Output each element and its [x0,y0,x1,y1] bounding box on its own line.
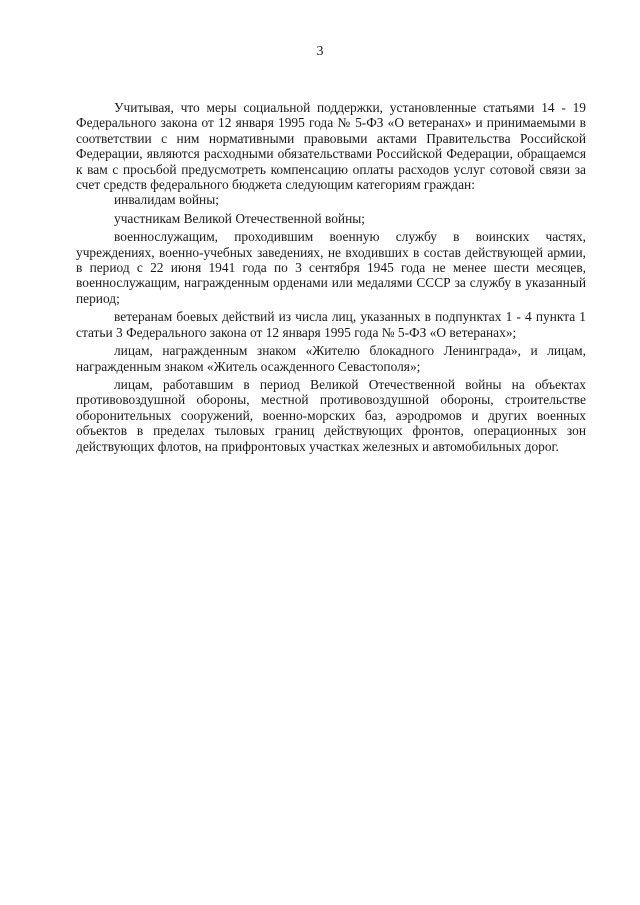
list-item-siege-residents: лицам, награжденным знаком «Жителю блокадного Ленинграда», и лицам, награжденным знаком «Житель осажденного Севастополя»; [76,343,586,374]
list-item-war-invalids: инвалидам войны; [114,192,219,208]
list-item-defense-workers: лицам, работавшим в период Великой Отечественной войны на объектах противовоздушной обороны, местной противовоздушной обороны, строительстве оборонительных сооружений, военно-морских баз, аэродромов и других военных объектов в пределах тыловых границ действующих фронтов, операционных зон действующих флотов, на прифронтовых участках железных и автомобильных дорог. [76,376,586,454]
list-item-war-participants: участникам Великой Отечественной войны; [114,210,365,226]
list-item-servicemen: военнослужащим, проходившим военную службу в воинских частях, учреждениях, военно-учебных заведениях, не входивших в состав действующей армии, в период с 22 июня 1941 года по 3 сентября 1945 года не менее шести месяцев, военнослужащим, награжденным орденами или медалями СССР за службу в указанный период; [76,229,586,306]
page-number: 3 [316,44,324,59]
intro-paragraph: Учитывая, что меры социальной поддержки, установленные статьями 14 - 19 Федерального закона от 12 января 1995 года № 5-ФЗ «О ветеранах» и принимаемыми в соответствии с ним нормативными правовыми актами Правительства Российской Федерации, являются расходными обязательствами Российской Федерации, обращаемся к вам с просьбой предусмотреть компенсацию оплаты расходов услуг сотовой связи за счет средств федерального бюджета следующим категориям граждан: [76,100,586,193]
letter-body [76,100,586,454]
list-item-combat-veterans: ветеранам боевых действий из числа лиц, указанных в подпунктах 1 - 4 пункта 1 статьи 3 Федерального закона от 12 января 1995 года № 5-ФЗ «О ветеранах»; [76,309,586,340]
